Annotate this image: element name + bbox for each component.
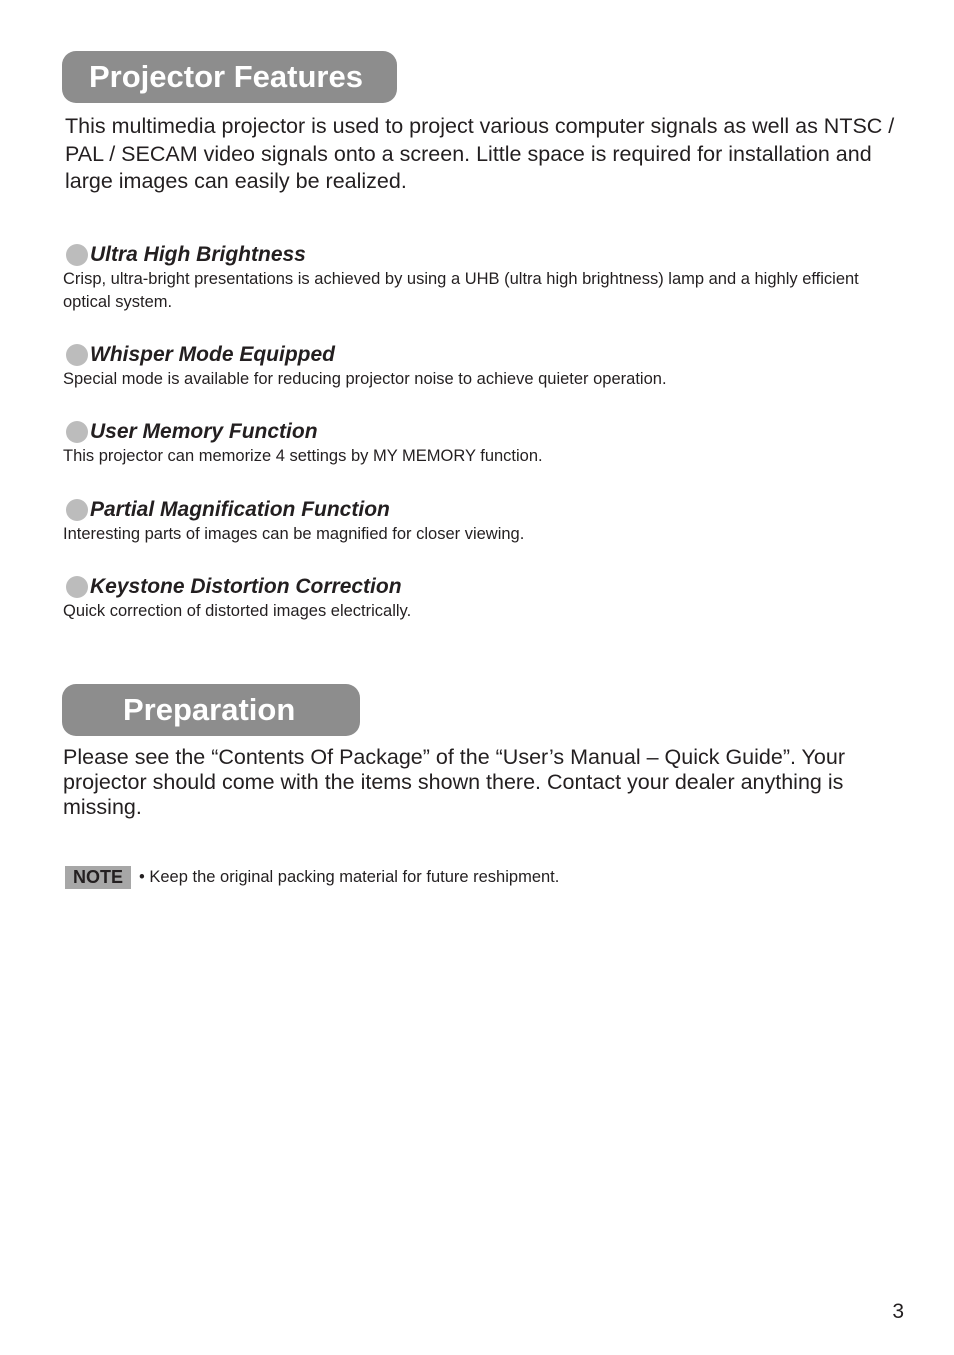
preparation-intro-text: Please see the “Contents Of Package” of the “User’s Manual – Quick Guide”. Your projector should come with the items shown there. Contact your dealer anything is missing. — [63, 745, 845, 819]
feature-description: This projector can memorize 4 settings by MY MEMORY function. — [63, 447, 543, 465]
feature-item-whisper-mode — [63, 342, 903, 391]
feature-title: Whisper Mode Equipped — [90, 343, 335, 366]
feature-item-partial-magnification — [63, 497, 903, 546]
feature-title: Keystone Distortion Correction — [90, 575, 402, 598]
page-number: 3 — [892, 1300, 904, 1323]
feature-title: User Memory Function — [90, 420, 318, 443]
feature-description: Interesting parts of images can be magnified for closer viewing. — [63, 525, 525, 543]
feature-title: Partial Magnification Function — [90, 498, 390, 521]
bullet-dot-icon — [66, 576, 88, 598]
bullet-dot-icon — [66, 499, 88, 521]
feature-title: Ultra High Brightness — [90, 243, 306, 266]
note-badge: NOTE — [65, 866, 131, 889]
preparation-section-title: Preparation — [62, 684, 360, 736]
bullet-dot-icon — [66, 344, 88, 366]
bullet-dot-icon — [66, 421, 88, 443]
note-row — [65, 866, 559, 889]
feature-item-keystone-correction — [63, 574, 903, 623]
feature-description: Quick correction of distorted images electrically. — [63, 602, 412, 620]
bullet-dot-icon — [66, 244, 88, 266]
features-section-title: Projector Features — [62, 51, 397, 103]
feature-item-user-memory — [63, 419, 903, 468]
note-text: • Keep the original packing material for future reshipment. — [139, 868, 560, 886]
feature-description: Crisp, ultra-bright presentations is achieved by using a UHB (ultra high brightness) lamp and a highly efficient optical system. — [63, 270, 859, 311]
feature-description: Special mode is available for reducing projector noise to achieve quieter operation. — [63, 370, 667, 388]
features-intro-text: This multimedia projector is used to project various computer signals as well as NTSC / PAL / SECAM video signals onto a screen. Little space is required for installation and large images can easily be realized. — [65, 114, 895, 193]
feature-item-ultra-high-brightness — [63, 242, 903, 314]
